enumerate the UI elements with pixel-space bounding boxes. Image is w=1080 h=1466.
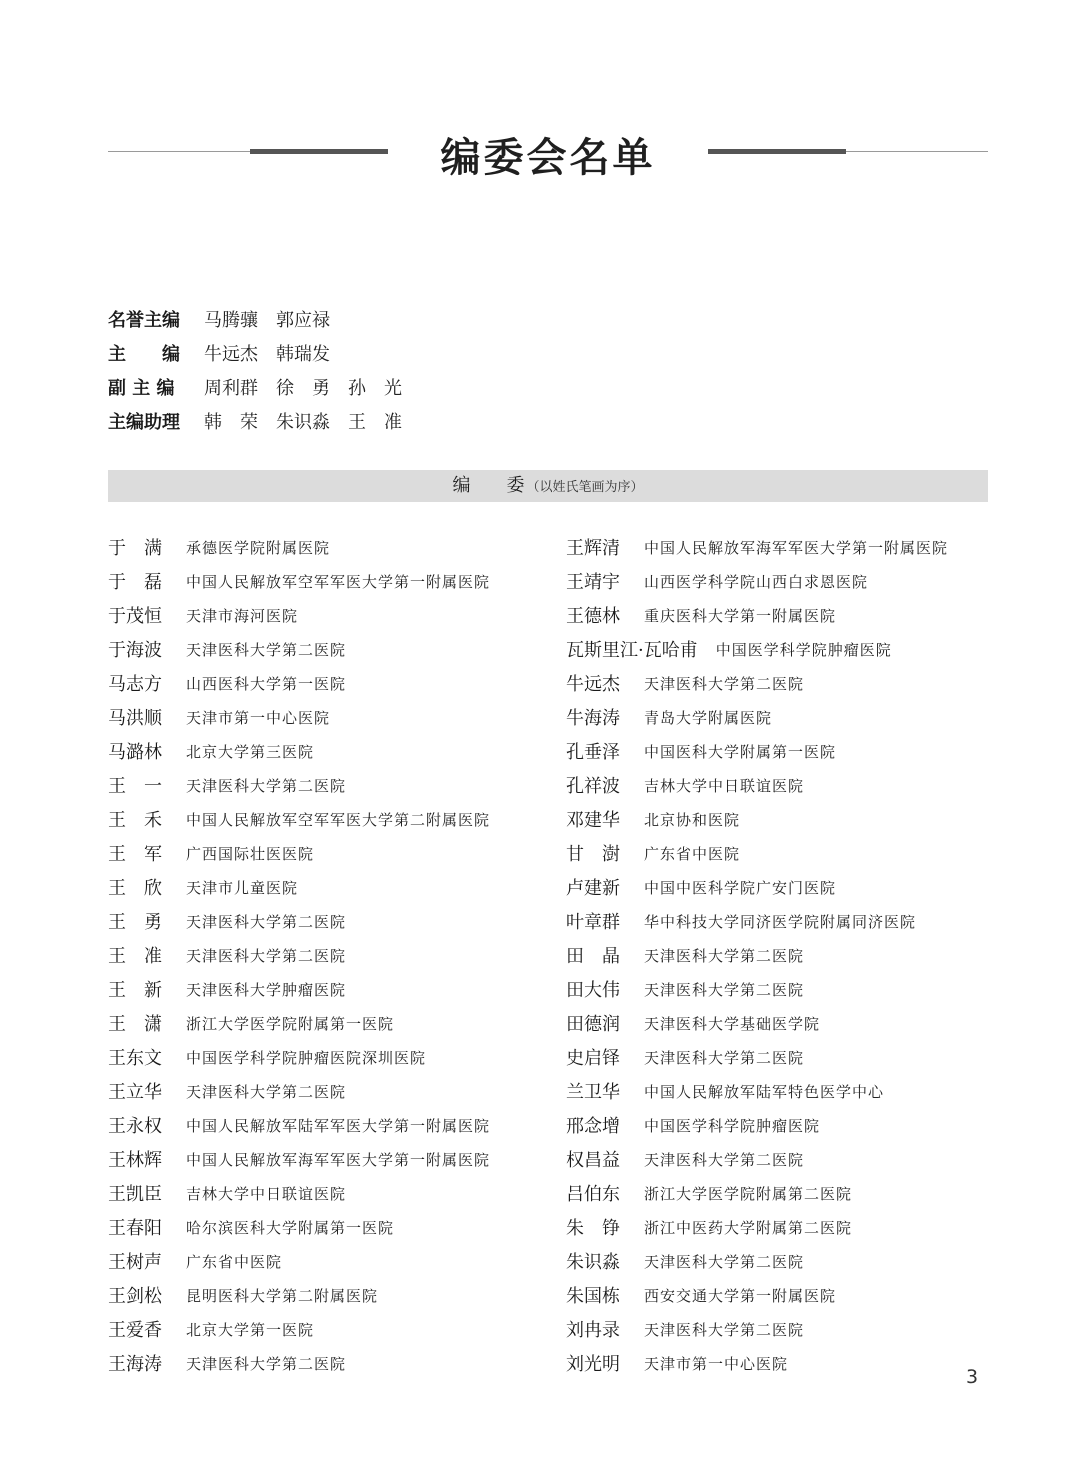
member-affiliation: 天津医科大学肿瘤医院	[186, 980, 347, 999]
member-row	[566, 1346, 996, 1380]
member-name: 史启铎	[566, 1048, 620, 1069]
member-row	[108, 1074, 548, 1108]
member-affiliation: 中国人民解放军陆军特色医学中心	[644, 1082, 885, 1101]
role-label: 主 编	[108, 344, 180, 365]
member-affiliation: 天津市儿童医院	[186, 878, 299, 897]
member-name: 王 勇	[108, 912, 162, 933]
member-row	[108, 802, 548, 836]
member-name: 邢念增	[566, 1116, 620, 1137]
member-affiliation: 承德医学院附属医院	[186, 538, 331, 557]
member-row	[108, 972, 548, 1006]
member-row	[108, 1346, 548, 1380]
member-affiliation: 哈尔滨医科大学附属第一医院	[186, 1218, 395, 1237]
member-name: 王 潇	[108, 1014, 162, 1035]
member-row	[566, 1040, 996, 1074]
member-row	[566, 564, 996, 598]
member-affiliation: 中国人民解放军陆军军医大学第一附属医院	[186, 1116, 491, 1135]
member-row	[566, 700, 996, 734]
member-affiliation: 浙江中医药大学附属第二医院	[644, 1218, 853, 1237]
member-row	[108, 1108, 548, 1142]
section-note: （以姓氏笔画为序）	[526, 480, 644, 495]
role-row	[108, 370, 402, 404]
member-row	[108, 768, 548, 802]
member-name: 王凯臣	[108, 1184, 162, 1205]
member-name: 邓建华	[566, 810, 620, 831]
member-name: 田德润	[566, 1014, 620, 1035]
role-label: 副 主 编	[108, 378, 175, 399]
member-affiliation: 西安交通大学第一附属医院	[644, 1286, 837, 1305]
member-row	[566, 870, 996, 904]
member-row	[108, 666, 548, 700]
role-label: 名誉主编	[108, 310, 180, 331]
member-affiliation: 天津医科大学第二医院	[644, 1150, 805, 1169]
member-name: 刘冉录	[566, 1320, 620, 1341]
member-row	[108, 632, 548, 666]
member-affiliation: 中国医学科学院肿瘤医院	[644, 1116, 821, 1135]
member-name: 孔垂泽	[566, 742, 620, 763]
member-affiliation: 中国中医科学院广安门医院	[644, 878, 837, 897]
member-affiliation: 青岛大学附属医院	[644, 708, 773, 727]
member-name: 于茂恒	[108, 606, 162, 627]
member-name: 瓦斯里江·瓦哈甫	[566, 640, 698, 661]
member-affiliation: 天津医科大学第二医院	[644, 1252, 805, 1271]
member-affiliation: 广西国际壮医医院	[186, 844, 315, 863]
member-name: 王辉清	[566, 538, 620, 559]
member-affiliation: 浙江大学医学院附属第一医院	[186, 1014, 395, 1033]
member-row	[108, 530, 548, 564]
member-name: 王 新	[108, 980, 162, 1001]
page-title: 编委会名单	[440, 134, 656, 181]
member-row	[108, 1278, 548, 1312]
member-row	[108, 598, 548, 632]
member-affiliation: 华中科技大学同济医学院附属同济医院	[644, 912, 917, 931]
member-row	[566, 904, 996, 938]
member-row	[108, 1244, 548, 1278]
member-row	[108, 1176, 548, 1210]
member-name: 王东文	[108, 1048, 162, 1069]
member-affiliation: 天津医科大学第二医院	[186, 1082, 347, 1101]
member-name: 王德林	[566, 606, 620, 627]
member-row	[108, 700, 548, 734]
member-name: 王剑松	[108, 1286, 162, 1307]
member-affiliation: 山西医科大学第一医院	[186, 674, 347, 693]
member-name: 朱识淼	[566, 1252, 620, 1273]
member-affiliation: 天津医科大学第二医院	[186, 946, 347, 965]
member-name: 田大伟	[566, 980, 620, 1001]
member-name: 朱国栋	[566, 1286, 620, 1307]
committee-section-header	[108, 470, 988, 502]
member-name: 王立华	[108, 1082, 162, 1103]
member-row	[108, 564, 548, 598]
member-row	[566, 1312, 996, 1346]
member-name: 田 晶	[566, 946, 620, 967]
member-name: 牛远杰	[566, 674, 620, 695]
member-name: 孔祥波	[566, 776, 620, 797]
member-name: 卢建新	[566, 878, 620, 899]
role-row	[108, 404, 402, 438]
member-row	[108, 1312, 548, 1346]
member-row	[566, 1142, 996, 1176]
member-row	[108, 1006, 548, 1040]
member-row	[566, 530, 996, 564]
member-affiliation: 山西医学科学院山西白求恩医院	[644, 572, 869, 591]
member-row	[566, 632, 996, 666]
member-affiliation: 重庆医科大学第一附属医院	[644, 606, 837, 625]
member-affiliation: 天津医科大学第二医院	[644, 946, 805, 965]
member-row	[566, 938, 996, 972]
member-row	[108, 1040, 548, 1074]
member-row	[566, 1074, 996, 1108]
member-name: 王 禾	[108, 810, 162, 831]
editor-roles	[108, 302, 402, 438]
member-affiliation: 中国人民解放军海军军医大学第一附属医院	[644, 538, 949, 557]
member-name: 马洪顺	[108, 708, 162, 729]
member-row	[566, 802, 996, 836]
member-affiliation: 北京协和医院	[644, 810, 741, 829]
member-row	[566, 1108, 996, 1142]
role-row	[108, 302, 402, 336]
member-name: 于 磊	[108, 572, 162, 593]
member-row	[108, 938, 548, 972]
member-affiliation: 天津医科大学第二医院	[186, 776, 347, 795]
title-right-thick-rule	[708, 149, 846, 154]
member-name: 牛海涛	[566, 708, 620, 729]
member-affiliation: 中国医科大学附属第一医院	[644, 742, 837, 761]
member-affiliation: 天津市海河医院	[186, 606, 299, 625]
member-affiliation: 广东省中医院	[186, 1252, 283, 1271]
member-affiliation: 天津医科大学基础医学院	[644, 1014, 821, 1033]
member-row	[566, 1176, 996, 1210]
member-affiliation: 吉林大学中日联谊医院	[186, 1184, 347, 1203]
member-affiliation: 广东省中医院	[644, 844, 741, 863]
member-affiliation: 中国医学科学院肿瘤医院深圳医院	[186, 1048, 427, 1067]
member-row	[566, 836, 996, 870]
title-banner	[108, 118, 988, 188]
member-name: 王 准	[108, 946, 162, 967]
member-affiliation: 中国医学科学院肿瘤医院	[715, 640, 892, 659]
member-affiliation: 天津医科大学第二医院	[186, 912, 347, 931]
role-names: 韩 荣 朱识淼 王 准	[204, 412, 402, 433]
section-title: 编 委	[452, 475, 525, 496]
member-row	[566, 768, 996, 802]
member-name: 王 欣	[108, 878, 162, 899]
member-affiliation: 天津医科大学第二医院	[644, 1048, 805, 1067]
member-affiliation: 天津医科大学第二医院	[644, 674, 805, 693]
member-affiliation: 中国人民解放军空军军医大学第二附属医院	[186, 810, 491, 829]
member-row	[566, 1244, 996, 1278]
member-name: 权昌益	[566, 1150, 620, 1171]
member-name: 王海涛	[108, 1354, 162, 1375]
member-affiliation: 天津医科大学第二医院	[644, 980, 805, 999]
member-name: 王永权	[108, 1116, 162, 1137]
member-affiliation: 天津市第一中心医院	[186, 708, 331, 727]
member-row	[108, 836, 548, 870]
member-row	[566, 598, 996, 632]
member-affiliation: 浙江大学医学院附属第二医院	[644, 1184, 853, 1203]
member-row	[566, 1210, 996, 1244]
member-name: 叶章群	[566, 912, 620, 933]
member-name: 兰卫华	[566, 1082, 620, 1103]
member-affiliation: 天津医科大学第二医院	[644, 1320, 805, 1339]
member-name: 王 一	[108, 776, 162, 797]
member-row	[108, 734, 548, 768]
member-name: 马潞林	[108, 742, 162, 763]
member-row	[566, 1006, 996, 1040]
member-name: 王爱香	[108, 1320, 162, 1341]
member-name: 甘 澍	[566, 844, 620, 865]
member-row	[566, 666, 996, 700]
role-names: 马腾骧 郭应禄	[204, 310, 330, 331]
member-name: 王 军	[108, 844, 162, 865]
role-label: 主编助理	[108, 412, 180, 433]
member-affiliation: 天津市第一中心医院	[644, 1354, 789, 1373]
member-name: 于海波	[108, 640, 162, 661]
member-affiliation: 天津医科大学第二医院	[186, 640, 347, 659]
member-affiliation: 北京大学第三医院	[186, 742, 315, 761]
member-row	[566, 1278, 996, 1312]
member-row	[108, 870, 548, 904]
role-names: 牛远杰 韩瑞发	[204, 344, 330, 365]
member-row	[108, 904, 548, 938]
member-row	[566, 972, 996, 1006]
member-name: 刘光明	[566, 1354, 620, 1375]
member-name: 吕伯东	[566, 1184, 620, 1205]
members-left-column	[108, 530, 548, 1380]
page-number: 3	[966, 1366, 979, 1388]
member-affiliation: 北京大学第一医院	[186, 1320, 315, 1339]
member-name: 王春阳	[108, 1218, 162, 1239]
member-row	[566, 734, 996, 768]
role-row	[108, 336, 402, 370]
member-affiliation: 中国人民解放军空军军医大学第一附属医院	[186, 572, 491, 591]
member-name: 马志方	[108, 674, 162, 695]
members-right-column	[566, 530, 996, 1380]
member-row	[108, 1142, 548, 1176]
member-affiliation: 中国人民解放军海军军医大学第一附属医院	[186, 1150, 491, 1169]
member-affiliation: 昆明医科大学第二附属医院	[186, 1286, 379, 1305]
member-name: 王树声	[108, 1252, 162, 1273]
member-affiliation: 天津医科大学第二医院	[186, 1354, 347, 1373]
member-name: 王林辉	[108, 1150, 162, 1171]
member-name: 于 满	[108, 538, 162, 559]
member-row	[108, 1210, 548, 1244]
member-name: 朱 铮	[566, 1218, 620, 1239]
role-names: 周利群 徐 勇 孙 光	[204, 378, 402, 399]
member-affiliation: 吉林大学中日联谊医院	[644, 776, 805, 795]
member-name: 王靖宇	[566, 572, 620, 593]
